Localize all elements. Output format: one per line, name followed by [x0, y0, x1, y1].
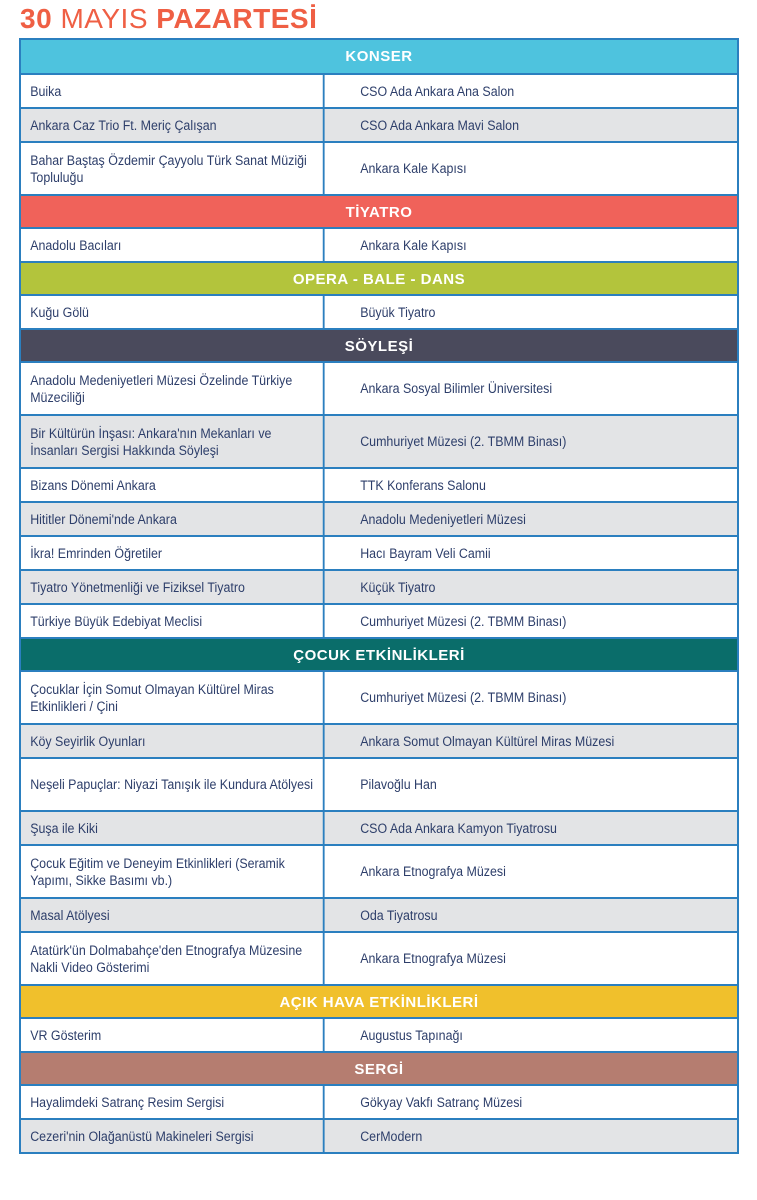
event-venue: CSO Ada Ankara Ana Salon	[360, 83, 515, 99]
event-venue: Ankara Kale Kapısı	[360, 237, 467, 253]
event-name: Cezeri'nin Olağanüstü Makineleri Sergisi	[21, 1120, 325, 1152]
event-name: Anadolu Medeniyetleri Müzesi Özelinde Türkiye Müzeciliği	[21, 363, 325, 414]
table-row	[21, 294, 737, 328]
event-name: Masal Atölyesi	[21, 899, 325, 931]
event-name: VR Gösterim	[21, 1019, 325, 1051]
event-name: Bahar Baştaş Özdemir Çayyolu Türk Sanat Müziği Topluluğu	[21, 143, 325, 194]
table-row	[21, 535, 737, 569]
table-row	[21, 227, 737, 261]
section-header-soylesi: SÖYLEŞİ	[21, 328, 737, 361]
section-header-acik-hava: AÇIK HAVA ETKİNLİKLERİ	[21, 984, 737, 1017]
event-venue: Cumhuriyet Müzesi (2. TBMM Binası)	[360, 613, 567, 629]
event-name: Neşeli Papuçlar: Niyazi Tanışık ile Kundura Atölyesi	[21, 759, 325, 810]
section-header-opera: OPERA - BALE - DANS	[21, 261, 737, 294]
table-row	[21, 141, 737, 194]
event-venue: Pilavoğlu Han	[360, 777, 437, 792]
event-venue: Augustus Tapınağı	[360, 1027, 463, 1043]
event-name: Tiyatro Yönetmenliği ve Fiziksel Tiyatro	[21, 571, 325, 603]
event-venue: CSO Ada Ankara Mavi Salon	[360, 117, 519, 133]
event-venue: Hacı Bayram Veli Camii	[360, 545, 491, 561]
table-row	[21, 670, 737, 723]
table-row	[21, 723, 737, 757]
section-header-tiyatro: TİYATRO	[21, 194, 737, 227]
event-venue: Ankara Sosyal Bilimler Üniversitesi	[360, 381, 553, 396]
table-row	[21, 1017, 737, 1051]
event-venue: Küçük Tiyatro	[360, 579, 436, 595]
section-header-cocuk: ÇOCUK ETKİNLİKLERİ	[21, 637, 737, 670]
table-row	[21, 897, 737, 931]
table-row	[21, 1118, 737, 1152]
table-row	[21, 569, 737, 603]
table-row	[21, 931, 737, 984]
event-venue: Gökyay Vakfı Satranç Müzesi	[360, 1094, 523, 1110]
event-name: Bizans Dönemi Ankara	[21, 469, 325, 501]
table-row	[21, 467, 737, 501]
event-name: Çocuklar İçin Somut Olmayan Kültürel Miras Etkinlikleri / Çini	[21, 672, 325, 723]
event-venue: Cumhuriyet Müzesi (2. TBMM Binası)	[360, 434, 567, 449]
event-name: Ankara Caz Trio Ft. Meriç Çalışan	[21, 109, 325, 141]
event-venue: Büyük Tiyatro	[360, 304, 436, 320]
table-row	[21, 1084, 737, 1118]
month-name: MAYIS	[60, 3, 148, 34]
event-venue: Cumhuriyet Müzesi (2. TBMM Binası)	[360, 690, 567, 705]
event-name: İkra! Emrinden Öğretiler	[21, 537, 325, 569]
weekday-name: PAZARTESİ	[156, 3, 318, 34]
event-name: Çocuk Eğitim ve Deneyim Etkinlikleri (Seramik Yapımı, Sikke Basımı vb.)	[21, 846, 325, 897]
section-header-sergi: SERGİ	[21, 1051, 737, 1084]
event-venue: Ankara Etnografya Müzesi	[360, 864, 506, 879]
event-venue: CerModern	[360, 1128, 423, 1144]
table-row	[21, 844, 737, 897]
event-name: Buika	[21, 75, 325, 107]
section-header-konser: KONSER	[21, 40, 737, 73]
event-name: Hayalimdeki Satranç Resim Sergisi	[21, 1086, 325, 1118]
event-name: Hititler Dönemi'nde Ankara	[21, 503, 325, 535]
event-name: Şuşa ile Kiki	[21, 812, 325, 844]
table-row	[21, 361, 737, 414]
table-row	[21, 107, 737, 141]
event-venue: CSO Ada Ankara Kamyon Tiyatrosu	[360, 820, 557, 836]
event-name: Anadolu Bacıları	[21, 229, 325, 261]
event-venue: Oda Tiyatrosu	[360, 907, 438, 923]
event-venue: TTK Konferans Salonu	[360, 477, 486, 493]
event-venue: Anadolu Medeniyetleri Müzesi	[360, 511, 526, 527]
event-venue: Ankara Etnografya Müzesi	[360, 951, 506, 966]
page-title	[20, 2, 317, 36]
event-schedule-table	[19, 38, 739, 1154]
table-row	[21, 603, 737, 637]
event-venue: Ankara Somut Olmayan Kültürel Miras Müzesi	[360, 733, 615, 749]
event-name: Atatürk'ün Dolmabahçe'den Etnografya Müzesine Nakli Video Gösterimi	[21, 933, 325, 984]
table-row	[21, 810, 737, 844]
event-name: Köy Seyirlik Oyunları	[21, 725, 325, 757]
event-name: Bir Kültürün İnşası: Ankara'nın Mekanları ve İnsanları Sergisi Hakkında Söyleşi	[21, 416, 325, 467]
event-venue: Ankara Kale Kapısı	[360, 161, 467, 176]
table-row	[21, 73, 737, 107]
event-name: Kuğu Gölü	[21, 296, 325, 328]
table-row	[21, 757, 737, 810]
day-number: 30	[20, 3, 53, 34]
table-row	[21, 501, 737, 535]
table-row	[21, 414, 737, 467]
event-name: Türkiye Büyük Edebiyat Meclisi	[21, 605, 325, 637]
